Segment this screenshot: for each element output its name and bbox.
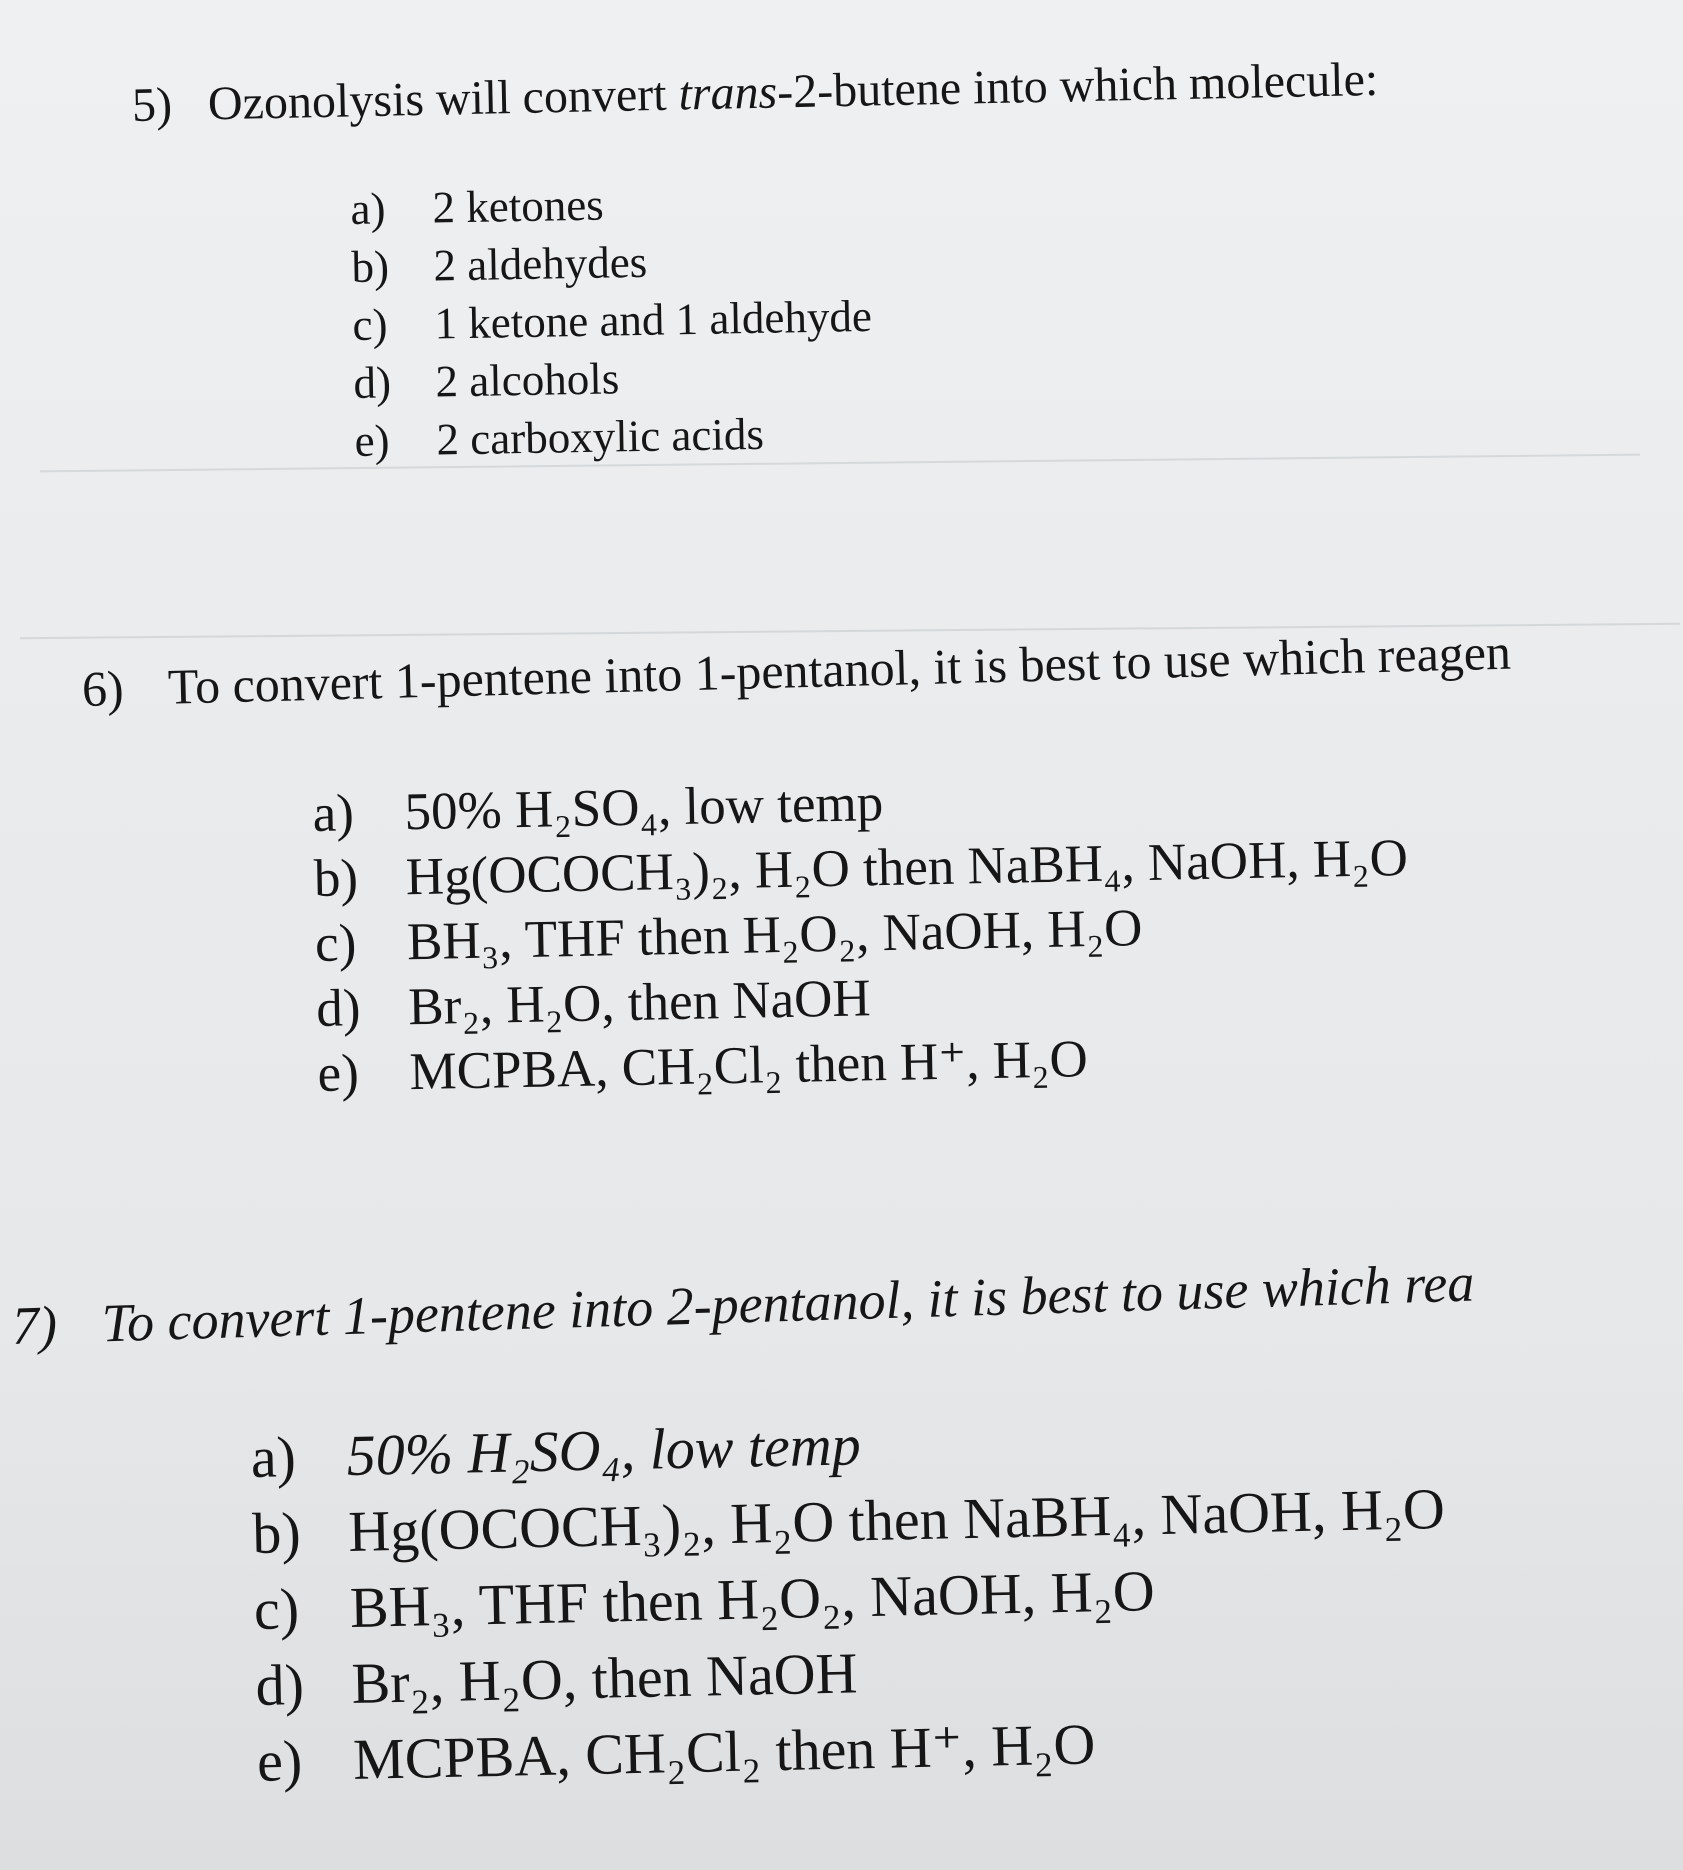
question-text-part: -2-butene into which molecule:	[776, 52, 1379, 119]
option-letter: b)	[351, 241, 390, 292]
option-text: 2 alcohols	[435, 353, 620, 407]
option-letter: b)	[251, 1499, 302, 1566]
option-letter: e)	[317, 1044, 360, 1103]
option-letter: c)	[352, 299, 388, 350]
option-text: BH₃, THF then H₂O₂, NaOH, H₂O	[349, 1558, 1156, 1640]
question-text-part: Ozonolysis will convert	[207, 67, 680, 131]
option-text: 1 ketone and 1 aldehyde	[434, 290, 873, 349]
question-text	[207, 53, 1378, 131]
option-text: 2 carboxylic acids	[436, 408, 765, 465]
option-5b	[351, 229, 871, 296]
option-letter: c)	[314, 914, 357, 973]
option-text: Br₂, H₂O, then NaOH	[350, 1640, 859, 1716]
question-text: To convert 1-pentene into 1-pentanol, it is best to use which reagen	[167, 623, 1512, 715]
option-text: 2 aldehydes	[433, 236, 648, 291]
option-letter: e)	[256, 1727, 303, 1794]
question-number: 7)	[11, 1294, 58, 1356]
question-6-prompt	[81, 623, 1511, 718]
question-5-options	[350, 171, 874, 470]
option-text: Br₂, H₂O, then NaOH	[407, 969, 872, 1037]
option-text: Hg(OCOCH₃)₂, H₂O then NaBH₄, NaOH, H₂O	[347, 1476, 1446, 1564]
option-letter: a)	[350, 183, 386, 234]
question-text-italic: trans	[677, 65, 778, 121]
option-letter: a)	[250, 1424, 297, 1490]
option-letter: d)	[315, 979, 362, 1038]
option-text: 50% H₂SO₄, low temp	[404, 774, 884, 842]
question-7-prompt	[11, 1252, 1475, 1357]
option-letter: b)	[313, 849, 359, 908]
question-number: 5)	[131, 78, 173, 132]
option-5c	[352, 287, 872, 354]
option-5e	[354, 403, 874, 470]
option-5d	[353, 345, 873, 412]
option-letter: e)	[354, 415, 390, 466]
option-letter: d)	[254, 1651, 305, 1718]
option-text: 50% H₂SO₄, low temp	[346, 1412, 862, 1488]
question-text: To convert 1-pentene into 2-pentanol, it is best to use which rea	[101, 1252, 1476, 1354]
question-5-prompt	[131, 52, 1378, 133]
option-text: MCPBA, CH₂Cl₂ then H⁺, H₂O	[409, 1030, 1089, 1102]
question-7-options	[250, 1395, 1450, 1800]
option-text: BH₃, THF then H₂O₂, NaOH, H₂O	[406, 899, 1143, 972]
question-6-options	[312, 761, 1412, 1107]
option-letter: d)	[353, 357, 392, 408]
option-letter: c)	[253, 1576, 300, 1642]
option-text: MCPBA, CH₂Cl₂ then H⁺, H₂O	[352, 1711, 1096, 1792]
option-text: Hg(OCOCH₃)₂, H₂O then NaBH₄, NaOH, H₂O	[405, 828, 1409, 907]
option-text: 2 ketones	[432, 179, 605, 233]
option-letter: a)	[312, 784, 355, 843]
question-number: 6)	[81, 659, 125, 717]
option-5a	[350, 171, 870, 238]
